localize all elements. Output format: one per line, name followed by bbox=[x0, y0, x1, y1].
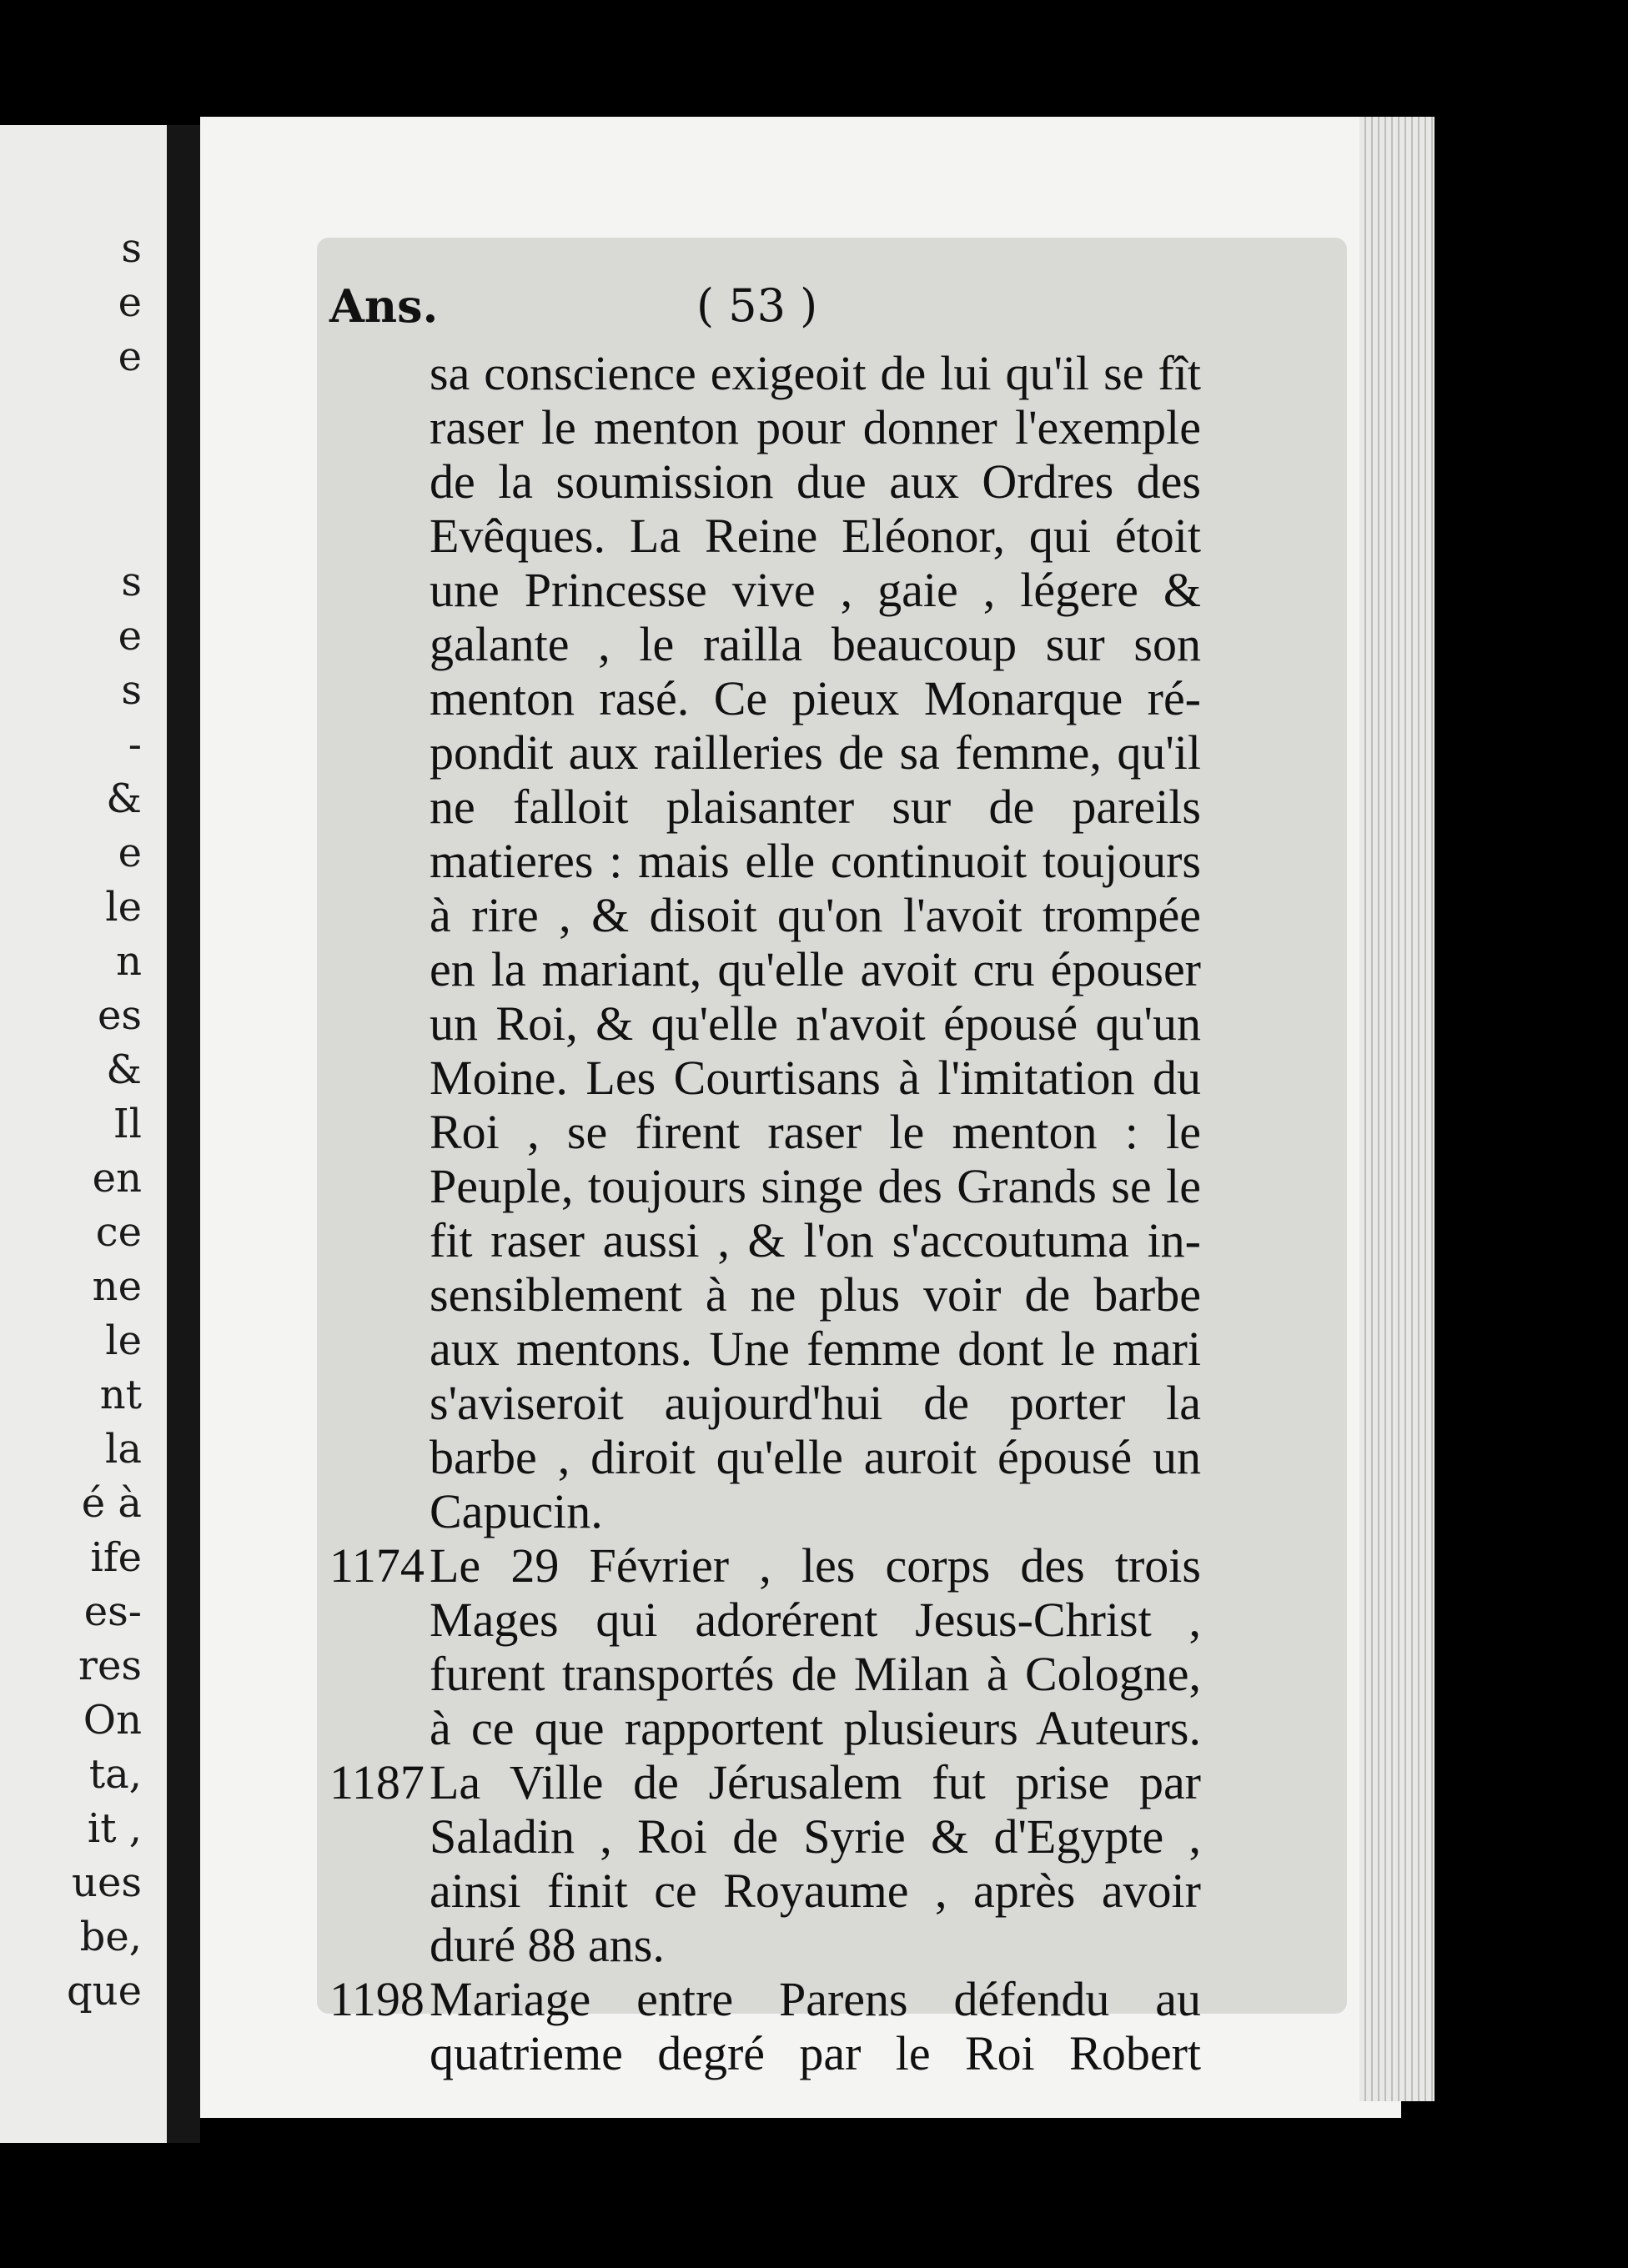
text-line bbox=[338, 888, 1205, 942]
line-text: de la soumission due aux Ordres des bbox=[430, 454, 1201, 509]
left-fragment: ife bbox=[90, 1534, 142, 1581]
year-label: 1198 bbox=[329, 1972, 425, 2026]
year-label: 1187 bbox=[329, 1755, 425, 1809]
left-fragment: s bbox=[121, 667, 142, 714]
left-page bbox=[0, 125, 175, 2143]
line-text: pondit aux railleries de sa femme, qu'il bbox=[430, 725, 1201, 780]
left-fragment: nt bbox=[99, 1372, 142, 1418]
body-text bbox=[329, 346, 1205, 2080]
text-line bbox=[338, 2026, 1205, 2080]
left-fragment: es- bbox=[83, 1588, 142, 1635]
text-line bbox=[338, 1701, 1205, 1755]
text-line bbox=[338, 1322, 1205, 1376]
line-text: un Roi, & qu'elle n'avoit épousé qu'un bbox=[430, 996, 1201, 1051]
left-fragment: que bbox=[66, 1968, 142, 2015]
page-edges bbox=[1359, 117, 1435, 2101]
line-text: Saladin , Roi de Syrie & d'Egypte , bbox=[430, 1809, 1201, 1864]
left-fragment: be, bbox=[79, 1914, 142, 1960]
left-fragment: ues bbox=[72, 1859, 142, 1906]
text-line bbox=[338, 1376, 1205, 1430]
year-label: 1174 bbox=[329, 1538, 425, 1593]
left-fragment: en bbox=[92, 1155, 142, 1202]
line-text: barbe , diroit qu'elle auroit épousé un bbox=[430, 1430, 1201, 1484]
text-line bbox=[338, 454, 1205, 509]
line-text: Mages qui adorérent Jesus-Christ , bbox=[430, 1593, 1201, 1647]
line-text: ne falloit plaisanter sur de pareils bbox=[430, 780, 1201, 834]
text-line bbox=[338, 942, 1205, 996]
line-text: s'aviseroit aujourd'hui de porter la bbox=[430, 1376, 1201, 1430]
line-text: à rire , & disoit qu'on l'avoit trompée bbox=[430, 888, 1201, 942]
line-text: aux mentons. Une femme dont le mari bbox=[430, 1322, 1201, 1376]
line-text: matieres : mais elle continuoit toujours bbox=[430, 834, 1201, 888]
text-line bbox=[338, 671, 1205, 725]
line-text: fit raser aussi , & l'on s'accoutuma in- bbox=[430, 1213, 1201, 1267]
text-line bbox=[338, 725, 1205, 780]
text-line bbox=[338, 1159, 1205, 1213]
left-fragment: e bbox=[118, 830, 142, 876]
line-text: sensiblement à ne plus voir de barbe bbox=[430, 1267, 1201, 1322]
text-line bbox=[338, 1484, 1205, 1538]
text-line bbox=[338, 1647, 1205, 1701]
left-fragment: n bbox=[116, 938, 142, 985]
book-gutter bbox=[167, 125, 200, 2143]
line-text: Capucin. bbox=[430, 1484, 603, 1538]
line-text: Moine. Les Courtisans à l'imitation du bbox=[430, 1051, 1201, 1105]
left-fragment: le bbox=[105, 1317, 142, 1364]
left-fragment: e bbox=[118, 334, 142, 380]
left-fragment: ne bbox=[92, 1263, 142, 1310]
line-text: Roi , se firent raser le menton : le bbox=[430, 1105, 1201, 1159]
text-line bbox=[338, 1864, 1205, 1918]
line-text: raser le menton pour donner l'exemple bbox=[430, 400, 1201, 454]
line-text: La Ville de Jérusalem fut prise par bbox=[430, 1755, 1201, 1809]
text-line bbox=[338, 1918, 1205, 1972]
left-fragment: - bbox=[128, 721, 142, 768]
left-fragment: & bbox=[106, 775, 142, 822]
line-text: Le 29 Février , les corps des trois bbox=[430, 1538, 1201, 1593]
left-fragment: e bbox=[118, 279, 142, 326]
left-fragment: it , bbox=[87, 1805, 142, 1852]
left-fragment: Il bbox=[113, 1101, 142, 1147]
text-line bbox=[338, 346, 1205, 400]
left-fragment: On bbox=[83, 1697, 142, 1744]
line-text: une Princesse vive , gaie , légere & bbox=[430, 563, 1201, 617]
text-line bbox=[329, 1538, 1205, 1593]
text-line bbox=[338, 1105, 1205, 1159]
text-line bbox=[338, 834, 1205, 888]
text-line bbox=[338, 1267, 1205, 1322]
text-line bbox=[338, 563, 1205, 617]
left-fragment: res bbox=[78, 1643, 142, 1689]
line-text: Evêques. La Reine Eléonor, qui étoit bbox=[430, 509, 1201, 563]
left-fragment: es bbox=[97, 992, 142, 1039]
page-number: ( 53 ) bbox=[696, 279, 818, 332]
left-fragment: ta, bbox=[88, 1751, 142, 1798]
text-line bbox=[338, 996, 1205, 1051]
line-text: à ce que rapportent plusieurs Auteurs. bbox=[430, 1701, 1201, 1755]
line-text: quatrieme degré par le Roi Robert bbox=[430, 2026, 1201, 2080]
text-line bbox=[338, 1213, 1205, 1267]
running-head: Ans. bbox=[329, 279, 439, 333]
line-text: duré 88 ans. bbox=[430, 1918, 665, 1972]
left-fragment: le bbox=[105, 884, 142, 931]
left-fragment: e bbox=[118, 613, 142, 660]
text-line bbox=[338, 509, 1205, 563]
page-header bbox=[329, 279, 1247, 338]
text-line bbox=[338, 1430, 1205, 1484]
left-page-text bbox=[0, 125, 175, 2143]
left-fragment: ce bbox=[95, 1209, 142, 1256]
text-line bbox=[329, 1972, 1205, 2026]
line-text: Mariage entre Parens défendu au bbox=[430, 1972, 1201, 2026]
text-line bbox=[338, 1051, 1205, 1105]
left-fragment: la bbox=[105, 1426, 142, 1473]
text-line bbox=[338, 617, 1205, 671]
text-line bbox=[329, 1755, 1205, 1809]
text-line bbox=[338, 780, 1205, 834]
text-line bbox=[338, 1809, 1205, 1864]
text-line bbox=[338, 400, 1205, 454]
line-text: menton rasé. Ce pieux Monarque ré- bbox=[430, 671, 1201, 725]
left-fragment: é à bbox=[81, 1480, 142, 1527]
left-fragment: s bbox=[121, 559, 142, 605]
text-line bbox=[338, 1593, 1205, 1647]
left-fragment: & bbox=[106, 1046, 142, 1093]
line-text: en la mariant, qu'elle avoit cru épouser bbox=[430, 942, 1201, 996]
line-text: sa conscience exigeoit de lui qu'il se fît bbox=[430, 346, 1201, 400]
line-text: Peuple, toujours singe des Grands se le bbox=[430, 1159, 1201, 1213]
left-fragment: s bbox=[121, 225, 142, 272]
line-text: ainsi finit ce Royaume , après avoir bbox=[430, 1864, 1201, 1918]
line-text: furent transportés de Milan à Cologne, bbox=[430, 1647, 1201, 1701]
line-text: galante , le railla beaucoup sur son bbox=[430, 617, 1201, 671]
